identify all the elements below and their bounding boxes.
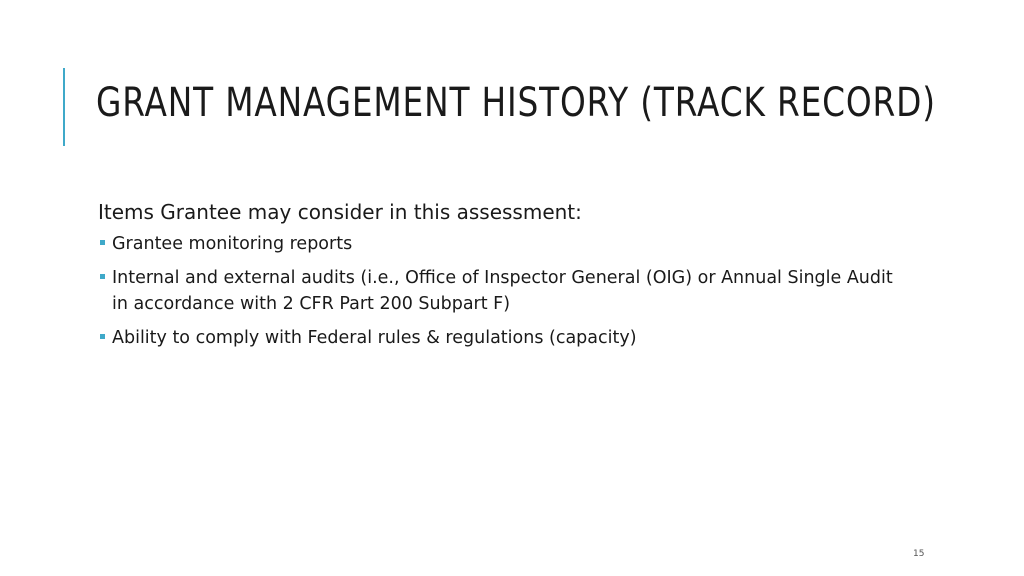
intro-text: Items Grantee may consider in this assessment: xyxy=(98,200,582,224)
slide-content xyxy=(98,197,898,359)
bullet-item xyxy=(98,325,898,351)
bullet-text: Ability to comply with Federal rules & regulations (capacity) xyxy=(112,328,637,348)
square-bullet-icon xyxy=(100,240,105,245)
title-accent-bar xyxy=(63,68,65,146)
square-bullet-icon xyxy=(100,334,105,339)
slide-title: GRANT MANAGEMENT HISTORY (TRACK RECORD) xyxy=(96,80,936,126)
bullet-list xyxy=(98,231,898,351)
square-bullet-icon xyxy=(100,274,105,279)
bullet-item xyxy=(98,231,898,257)
bullet-item xyxy=(98,265,898,317)
page-number: 15 xyxy=(913,549,925,559)
bullet-text: Internal and external audits (i.e., Office of Inspector General (OIG) or Annual Single Audit in accordance with 2 CFR Part 200 Subpart F) xyxy=(112,268,893,314)
bullet-text: Grantee monitoring reports xyxy=(112,234,353,254)
